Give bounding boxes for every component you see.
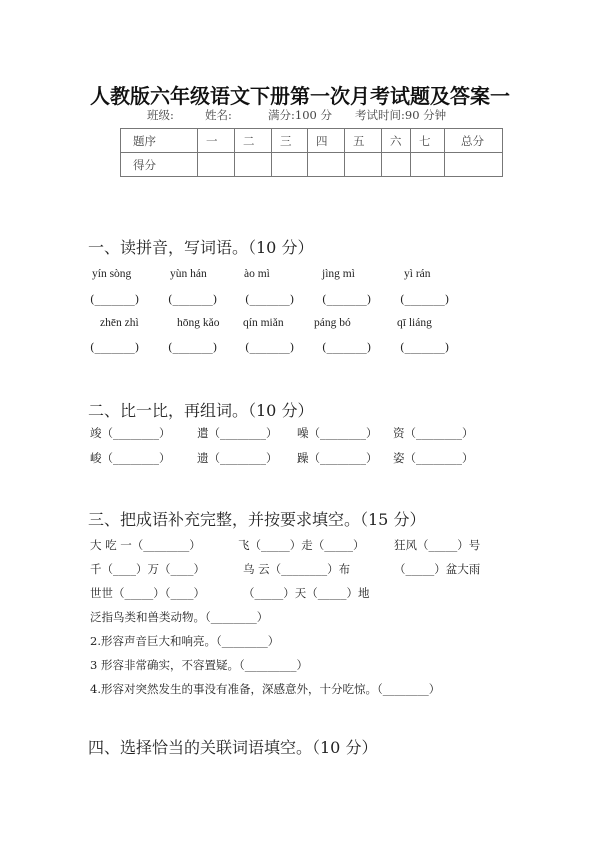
header-cell: 三 [272, 129, 308, 153]
answer-blank[interactable]: (_______) [90, 292, 140, 306]
pinyin-label: qín miǎn [243, 317, 284, 329]
idiom-item[interactable]: （_____）天（_____）地 [243, 586, 370, 600]
score-cell[interactable] [198, 153, 235, 177]
answer-blank[interactable]: (_______) [168, 340, 218, 354]
header-cell: 总分 [445, 129, 503, 153]
question-item[interactable]: 4.形容对突然发生的事没有准备，深感意外，十分吃惊。（________） [90, 682, 441, 696]
word-blank-item[interactable]: 资（________） [393, 426, 474, 440]
score-table-header-row [121, 129, 503, 153]
score-cell[interactable] [272, 153, 308, 177]
answer-blank[interactable]: (_______) [322, 340, 372, 354]
idiom-item[interactable]: 乌 云（________）布 [243, 562, 351, 576]
section1-heading: 一、读拼音，写词语。（10 分） [88, 238, 314, 257]
word-blank-item[interactable]: 竣（________） [90, 426, 171, 440]
question-item[interactable]: 泛指鸟类和兽类动物。（________） [90, 610, 269, 624]
pinyin-label: ào mì [244, 268, 270, 280]
word-blank-item[interactable]: 噪（________） [297, 426, 378, 440]
word-blank-item[interactable]: 遣（________） [197, 426, 278, 440]
pinyin-label: zhēn zhì [100, 317, 139, 329]
class-label: 班级: [147, 108, 174, 122]
pinyin-label: yùn hán [170, 268, 207, 280]
answer-blank[interactable]: (_______) [322, 292, 372, 306]
answer-blank[interactable]: (_______) [400, 340, 450, 354]
section2-heading: 二、比一比，再组词。（10 分） [88, 401, 314, 420]
pinyin-label: qī liáng [397, 317, 432, 329]
word-blank-item[interactable]: 遗（________） [197, 451, 278, 465]
page-title: 人教版六年级语文下册第一次月考试题及答案一 [90, 84, 510, 108]
header-cell: 四 [308, 129, 345, 153]
question-item[interactable]: 3 形容非常确实，不容置疑。（_________） [90, 658, 308, 672]
score-cell[interactable] [382, 153, 411, 177]
answer-blank[interactable]: (_______) [245, 340, 295, 354]
answer-blank[interactable]: (_______) [90, 340, 140, 354]
header-cell: 题序 [121, 129, 198, 153]
answer-blank[interactable]: (_______) [245, 292, 295, 306]
answer-blank[interactable]: (_______) [168, 292, 218, 306]
word-blank-item[interactable]: 躁（________） [297, 451, 378, 465]
score-cell[interactable] [345, 153, 382, 177]
idiom-item[interactable]: 大 吃 一（________） [90, 538, 201, 552]
pinyin-label: jìng mì [322, 268, 355, 280]
score-table-score-row [121, 153, 503, 177]
question-item[interactable]: 2.形容声音巨大和响亮。（________） [90, 634, 280, 648]
full-score-label: 满分:100 分 [268, 108, 332, 122]
score-cell[interactable] [411, 153, 445, 177]
score-cell[interactable] [308, 153, 345, 177]
idiom-item[interactable]: 千（____）万（____） [90, 562, 205, 576]
idiom-item[interactable]: 飞（_____）走（_____） [238, 538, 365, 552]
pinyin-label: yì rán [404, 268, 431, 280]
pinyin-label: hōng kǎo [177, 317, 220, 329]
word-blank-item[interactable]: 姿（________） [393, 451, 474, 465]
header-cell: 一 [198, 129, 235, 153]
section4-heading: 四、选择恰当的关联词语填空。（10 分） [88, 738, 378, 757]
word-blank-item[interactable]: 峻（________） [90, 451, 171, 465]
header-cell: 五 [345, 129, 382, 153]
header-cell: 六 [382, 129, 411, 153]
section3-heading: 三、把成语补充完整，并按要求填空。（15 分） [88, 510, 426, 529]
score-table [120, 128, 503, 177]
header-cell: 七 [411, 129, 445, 153]
idiom-item[interactable]: （_____）盆大雨 [394, 562, 481, 576]
idiom-item[interactable]: 世世（_____）（____） [90, 586, 205, 600]
score-cell[interactable] [235, 153, 272, 177]
answer-blank[interactable]: (_______) [400, 292, 450, 306]
exam-time-label: 考试时间:90 分钟 [355, 108, 447, 122]
header-cell: 二 [235, 129, 272, 153]
idiom-item[interactable]: 狂风（_____）号 [394, 538, 481, 552]
pinyin-label: yín sòng [92, 268, 132, 280]
pinyin-label: páng bó [314, 317, 351, 329]
score-cell[interactable] [445, 153, 503, 177]
name-label: 姓名: [205, 108, 232, 122]
row-label: 得分 [121, 153, 198, 177]
